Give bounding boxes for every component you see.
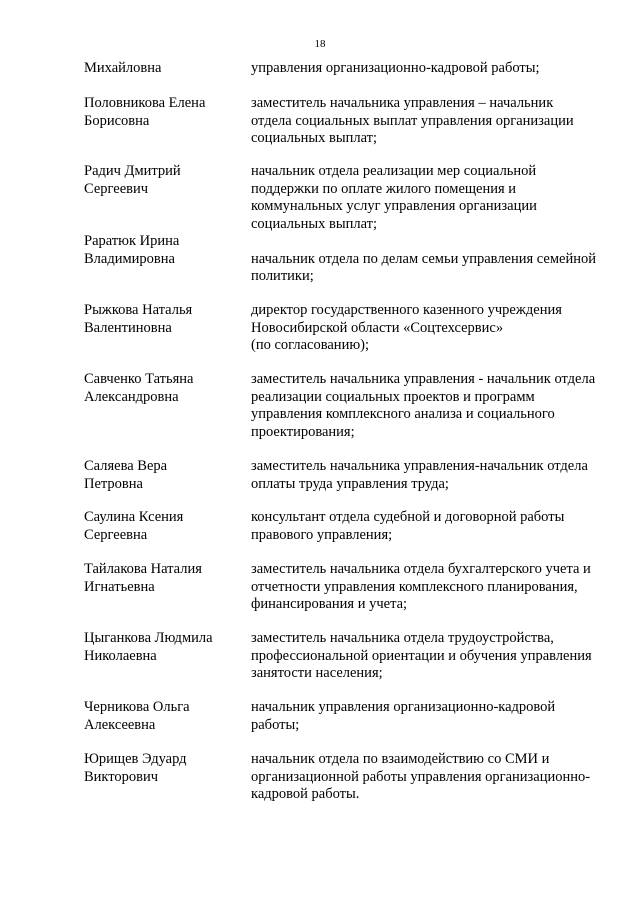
person-name bbox=[84, 95, 234, 130]
person-name-line: Владимировна bbox=[84, 250, 175, 267]
position-line: оплаты труда управления труда; bbox=[251, 475, 449, 492]
person-name-line: Александровна bbox=[84, 388, 179, 405]
person-name-line: Викторович bbox=[84, 768, 159, 785]
position-line: Новосибирской области «Соцтехсервис» bbox=[251, 319, 504, 336]
person-name bbox=[84, 699, 234, 734]
position-line: консультант отдела судебной и договорной работы bbox=[251, 509, 565, 525]
person-position bbox=[251, 163, 621, 233]
person-name-line: Борисовна bbox=[84, 112, 150, 129]
person-name-line: Половникова Елена bbox=[84, 95, 206, 111]
position-line: правового управления; bbox=[251, 526, 393, 543]
person-position bbox=[251, 371, 621, 441]
person-position bbox=[251, 251, 621, 286]
position-line: заместитель начальника управления-начальник отдела bbox=[251, 458, 588, 474]
person-name-line: Саулина Ксения bbox=[84, 509, 184, 525]
position-line: заместитель начальника отдела бухгалтерского учета и bbox=[251, 561, 591, 577]
position-line: социальных выплат; bbox=[251, 215, 378, 232]
person-position bbox=[251, 751, 621, 804]
person-position bbox=[251, 699, 621, 734]
person-position bbox=[251, 561, 621, 614]
position-line: отдела социальных выплат управления организации bbox=[251, 112, 574, 129]
person-name-line: Радич Дмитрий bbox=[84, 163, 181, 179]
person-name bbox=[84, 371, 234, 406]
position-line: заместитель начальника управления - начальник отдела bbox=[251, 371, 596, 387]
position-line: проектирования; bbox=[251, 423, 355, 440]
person-name bbox=[84, 163, 234, 198]
person-position bbox=[251, 95, 621, 148]
position-line: организационной работы управления организационно- bbox=[251, 768, 591, 785]
person-name-line: Черникова Ольга bbox=[84, 699, 190, 715]
position-line: директор государственного казенного учреждения bbox=[251, 302, 562, 318]
position-line: финансирования и учета; bbox=[251, 596, 408, 613]
person-name-line: Сергеевна bbox=[84, 526, 148, 543]
position-line: начальник отдела по делам семьи управления семейной bbox=[251, 250, 596, 267]
position-line: управления комплексного анализа и социального bbox=[251, 406, 555, 423]
person-name bbox=[84, 509, 234, 544]
position-line: работы; bbox=[251, 716, 300, 733]
person-position bbox=[251, 630, 621, 683]
person-name-line: Петровна bbox=[84, 475, 143, 492]
person-name-line: Юрищев Эдуард bbox=[84, 751, 187, 767]
person-name-line: Валентиновна bbox=[84, 319, 172, 336]
position-line: поддержки по оплате жилого помещения и bbox=[251, 180, 517, 197]
person-name bbox=[84, 751, 234, 786]
page-number: 18 bbox=[314, 38, 326, 50]
person-name-line: Цыганкова Людмила bbox=[84, 630, 213, 646]
position-line: коммунальных услуг управления организации bbox=[251, 198, 537, 215]
position-line: начальник управления организационно-кадровой bbox=[251, 699, 556, 715]
person-name-line: Николаевна bbox=[84, 647, 157, 664]
person-name bbox=[84, 60, 234, 78]
position-line: отчетности управления комплексного планирования, bbox=[251, 578, 578, 595]
person-name bbox=[84, 302, 234, 337]
person-name-line: Тайлакова Наталия bbox=[84, 561, 202, 577]
person-name-line: Раратюк Ирина bbox=[84, 233, 180, 249]
position-line: профессиональной ориентации и обучения управления bbox=[251, 647, 592, 664]
person-position bbox=[251, 60, 621, 78]
position-line: занятости населения; bbox=[251, 665, 383, 682]
person-name-line: Михайловна bbox=[84, 60, 162, 76]
person-name-line: Саляева Вера bbox=[84, 458, 168, 474]
person-position bbox=[251, 458, 621, 493]
person-name bbox=[84, 233, 234, 268]
person-name-line: Савченко Татьяна bbox=[84, 371, 194, 387]
position-line: начальник отдела реализации мер социальной bbox=[251, 163, 537, 179]
person-name bbox=[84, 630, 234, 665]
position-line: заместитель начальника отдела трудоустройства, bbox=[251, 630, 554, 646]
person-position bbox=[251, 302, 621, 355]
person-name bbox=[84, 561, 234, 596]
position-line: социальных выплат; bbox=[251, 130, 378, 147]
position-line: заместитель начальника управления – начальник bbox=[251, 95, 554, 111]
person-name-line: Сергеевич bbox=[84, 180, 149, 197]
person-name-line: Алексеевна bbox=[84, 716, 156, 733]
person-position bbox=[251, 509, 621, 544]
position-line: реализации социальных проектов и программ bbox=[251, 388, 535, 405]
position-line: управления организационно-кадровой работы; bbox=[251, 60, 540, 76]
position-line: (по согласованию); bbox=[251, 337, 370, 354]
position-line: политики; bbox=[251, 268, 314, 285]
position-line: кадровой работы. bbox=[251, 786, 360, 803]
position-line: начальник отдела по взаимодействию со СМИ и bbox=[251, 751, 550, 767]
person-name-line: Игнатьевна bbox=[84, 578, 155, 595]
person-name-line: Рыжкова Наталья bbox=[84, 302, 193, 318]
person-name bbox=[84, 458, 234, 493]
